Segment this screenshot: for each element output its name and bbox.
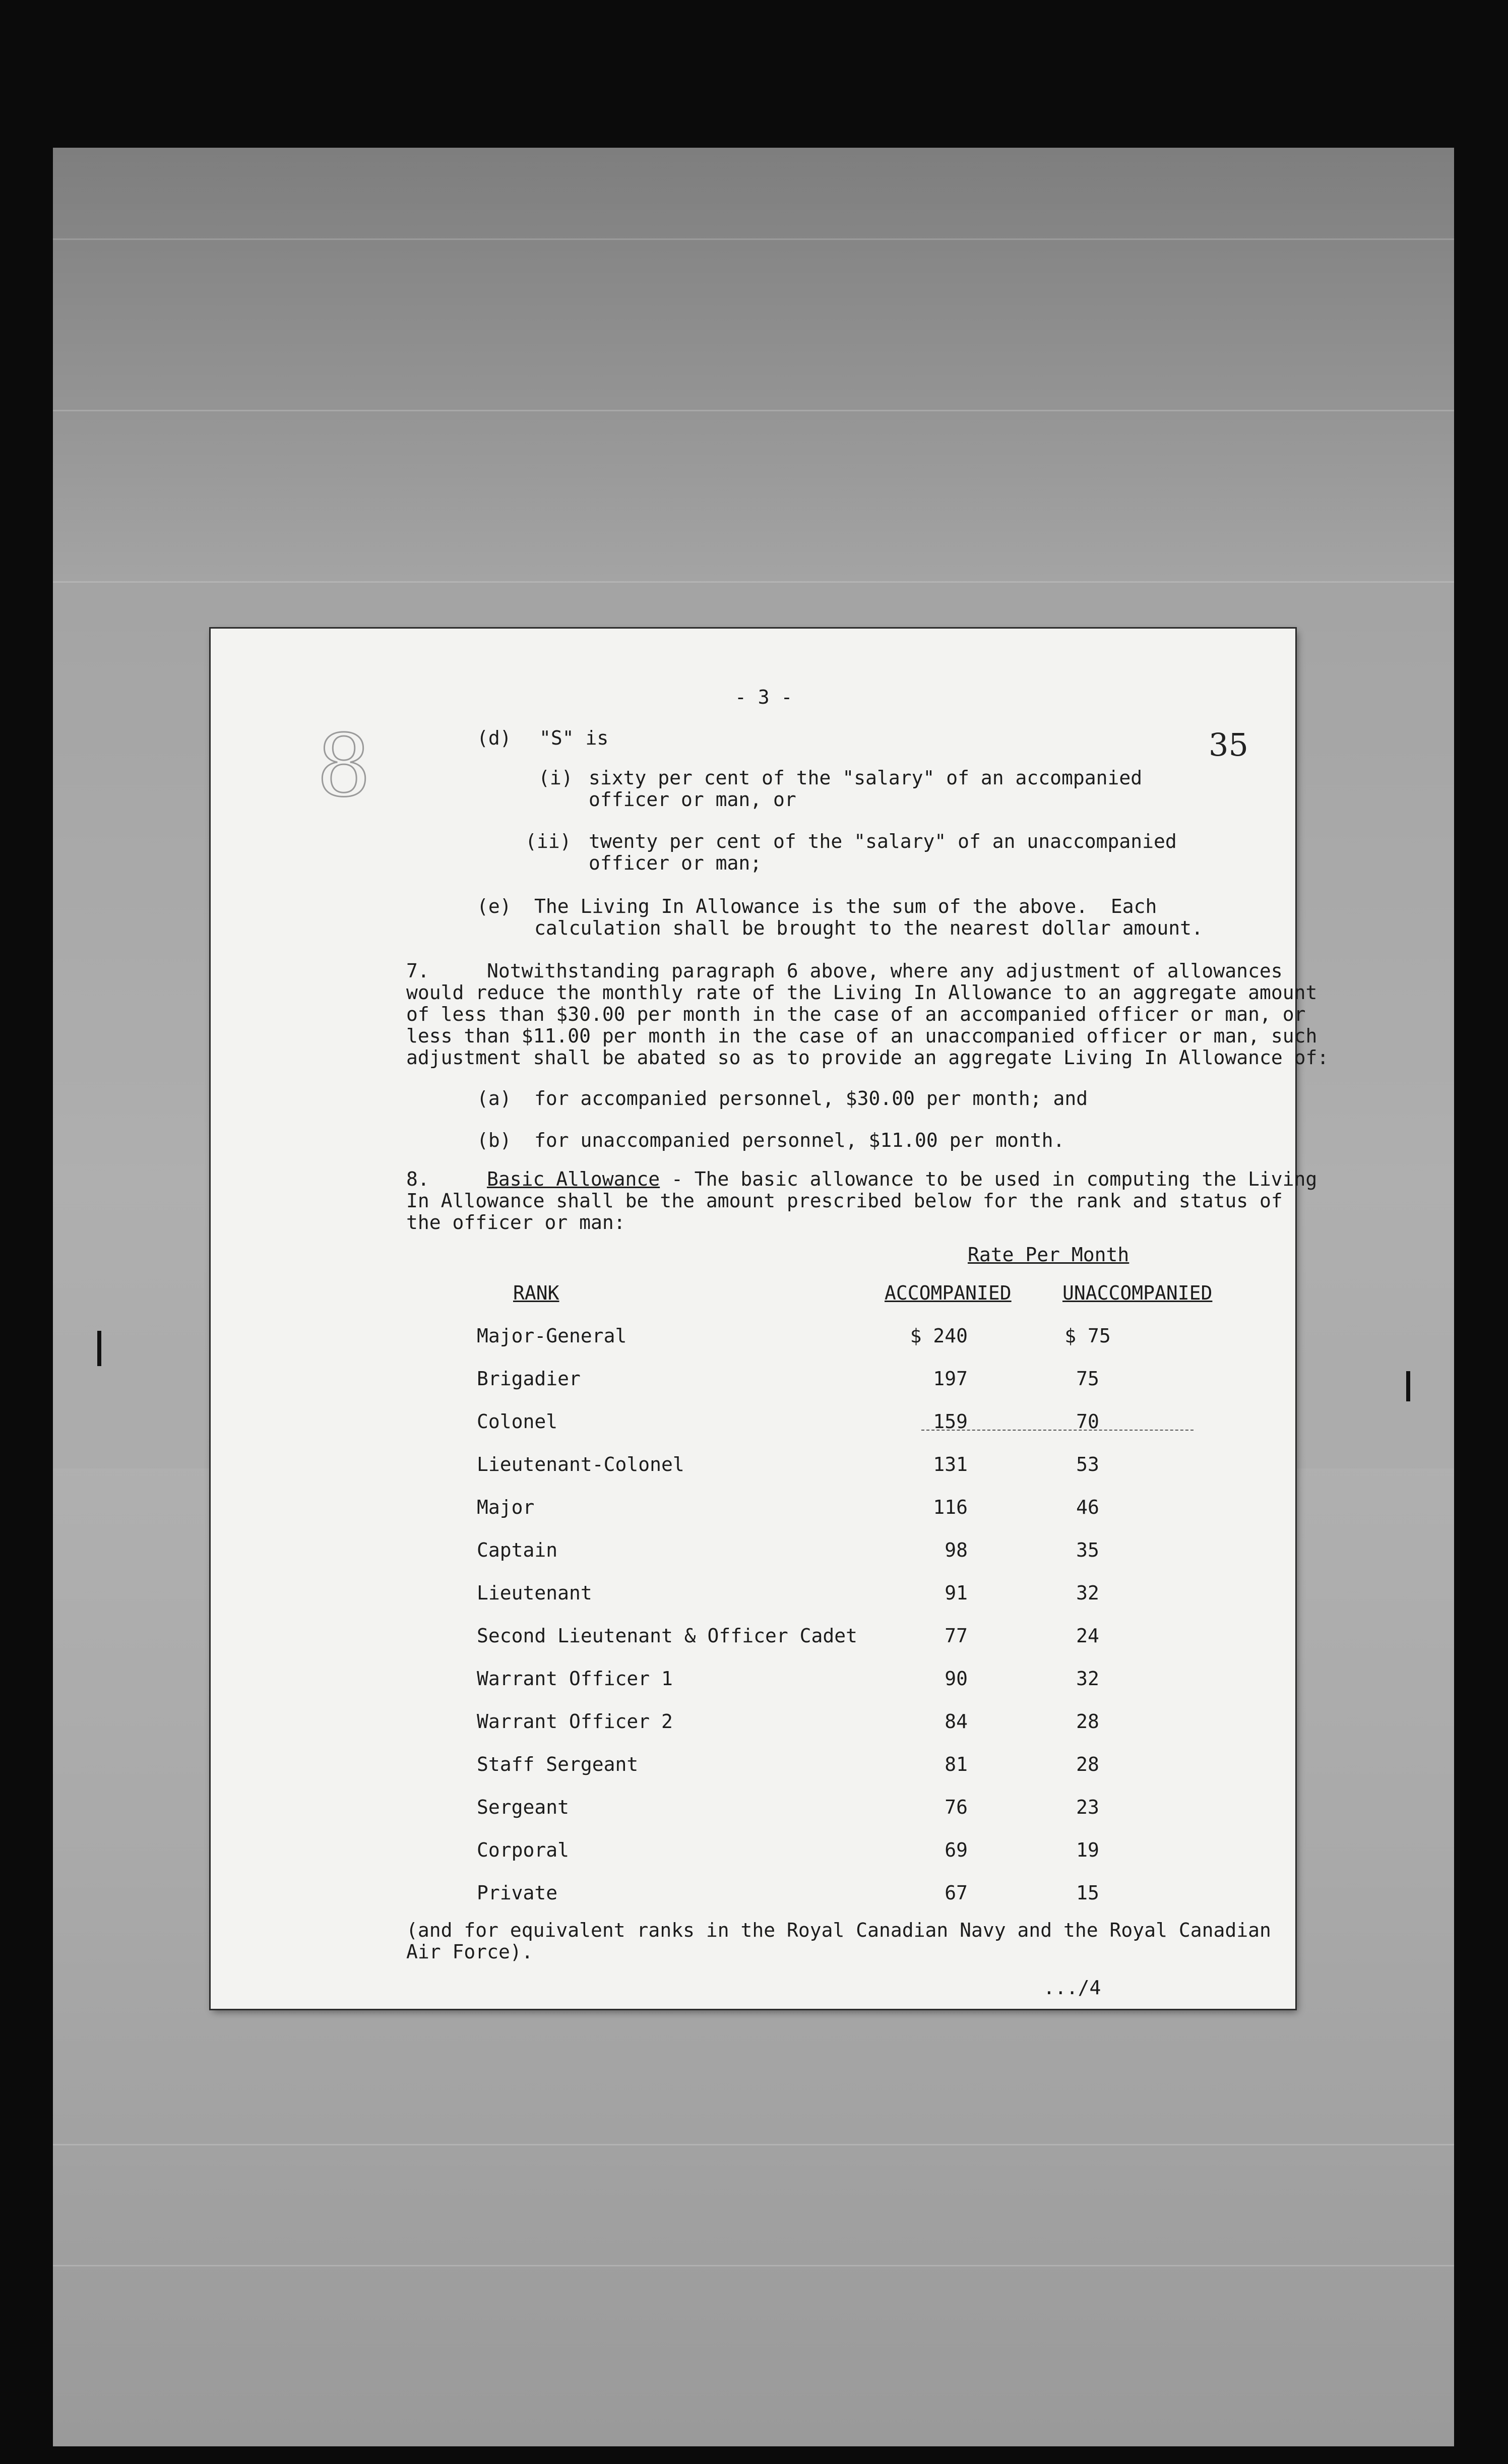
item-d-label: (d)	[477, 727, 512, 749]
scan-streak	[53, 238, 1454, 240]
table-footnote: (and for equivalent ranks in the Royal Canadian Navy and the Royal Canadian	[406, 1919, 1271, 1941]
table-row	[211, 1625, 1295, 1650]
para-8-heading: Basic Allowance	[487, 1168, 660, 1190]
page-number: - 3 -	[735, 686, 793, 708]
unaccompanied-cell: 23	[1076, 1796, 1099, 1818]
rank-cell: Private	[477, 1882, 558, 1904]
accompanied-cell: 159	[933, 1410, 968, 1433]
table-row	[211, 1325, 1295, 1350]
accompanied-cell: 81	[945, 1753, 968, 1775]
para-7-number: 7.	[406, 960, 429, 982]
unaccompanied-cell: $ 75	[1064, 1325, 1111, 1347]
accompanied-cell: 77	[945, 1625, 968, 1647]
accompanied-cell: 116	[933, 1496, 968, 1518]
para-7-line: adjustment shall be abated so as to provide an aggregate Living In Allowance of:	[406, 1046, 1329, 1069]
accompanied-cell: $ 240	[910, 1325, 968, 1347]
unaccompanied-cell: 75	[1076, 1368, 1099, 1390]
para-7-line: Notwithstanding paragraph 6 above, where any adjustment of allowances	[487, 960, 1283, 982]
accompanied-cell: 67	[945, 1882, 968, 1904]
unaccompanied-cell: 28	[1076, 1710, 1099, 1733]
table-row	[211, 1839, 1295, 1864]
unaccompanied-cell: 35	[1076, 1539, 1099, 1561]
table-row	[211, 1668, 1295, 1693]
scan-streak	[53, 2265, 1454, 2266]
unaccompanied-cell: 32	[1076, 1668, 1099, 1690]
rank-cell: Lieutenant-Colonel	[477, 1453, 684, 1475]
accompanied-cell: 131	[933, 1453, 968, 1475]
unaccompanied-cell: 46	[1076, 1496, 1099, 1518]
rank-cell: Second Lieutenant & Officer Cadet	[477, 1625, 857, 1647]
scan-streak	[53, 2144, 1454, 2145]
column-header-accompanied: ACCOMPANIED	[885, 1282, 1012, 1304]
archive-page-number: 35	[1209, 726, 1248, 763]
unaccompanied-cell: 19	[1076, 1839, 1099, 1861]
pencil-annotation: 8	[317, 716, 371, 816]
para-8-first-line-text: - The basic allowance to be used in computing the Living	[660, 1168, 1317, 1190]
rank-cell: Major-General	[477, 1325, 627, 1347]
table-row	[211, 1753, 1295, 1778]
para-8-line: the officer or man:	[406, 1211, 625, 1234]
para-8-number: 8.	[406, 1168, 429, 1190]
table-row	[211, 1368, 1295, 1393]
para-8-line: In Allowance shall be the amount prescribed below for the rank and status of	[406, 1190, 1283, 1212]
table-row	[211, 1582, 1295, 1607]
rank-cell: Major	[477, 1496, 535, 1518]
table-row	[211, 1410, 1295, 1436]
frame-shading	[53, 148, 1454, 581]
accompanied-cell: 76	[945, 1796, 968, 1818]
table-row	[211, 1453, 1295, 1479]
item-a-text: for accompanied personnel, $30.00 per month; and	[534, 1087, 1088, 1110]
scan-streak	[53, 410, 1454, 411]
rank-cell: Colonel	[477, 1410, 558, 1433]
unaccompanied-cell: 15	[1076, 1882, 1099, 1904]
table-row	[211, 1710, 1295, 1736]
item-e-label: (e)	[477, 895, 512, 917]
ruled-line	[921, 1430, 1193, 1431]
column-header-rank: RANK	[513, 1282, 559, 1304]
rank-cell: Captain	[477, 1539, 558, 1561]
table-row	[211, 1496, 1295, 1521]
rank-cell: Staff Sergeant	[477, 1753, 639, 1775]
unaccompanied-cell: 70	[1076, 1410, 1099, 1433]
accompanied-cell: 90	[945, 1668, 968, 1690]
accompanied-cell: 91	[945, 1582, 968, 1604]
item-ii-label: (ii)	[525, 830, 572, 852]
rank-cell: Sergeant	[477, 1796, 570, 1818]
item-i-label: (i)	[538, 767, 573, 789]
accompanied-cell: 197	[933, 1368, 968, 1390]
unaccompanied-cell: 53	[1076, 1453, 1099, 1475]
item-ii-line: twenty per cent of the "salary" of an unaccompanied	[589, 830, 1177, 852]
rank-cell: Corporal	[477, 1839, 570, 1861]
table-row	[211, 1796, 1295, 1821]
item-ii-line: officer or man;	[589, 852, 762, 874]
table-row	[211, 1882, 1295, 1907]
unaccompanied-cell: 24	[1076, 1625, 1099, 1647]
rank-cell: Brigadier	[477, 1368, 581, 1390]
unaccompanied-cell: 32	[1076, 1582, 1099, 1604]
unaccompanied-cell: 28	[1076, 1753, 1099, 1775]
scan-streak	[53, 581, 1454, 583]
item-i-line: officer or man, or	[589, 788, 796, 811]
document-page	[211, 629, 1329, 2009]
film-edge-mark	[1406, 1371, 1410, 1401]
para-8-first-line	[487, 1169, 1317, 1189]
table-group-header: Rate Per Month	[968, 1244, 1129, 1266]
para-7-line: would reduce the monthly rate of the Living In Allowance to an aggregate amount	[406, 981, 1317, 1004]
film-edge-mark	[97, 1331, 101, 1366]
item-e-line: The Living In Allowance is the sum of the above. Each	[534, 895, 1157, 917]
continuation-marker: .../4	[1043, 1977, 1101, 1999]
item-i-line: sixty per cent of the "salary" of an accompanied	[589, 767, 1143, 789]
rank-cell: Warrant Officer 2	[477, 1710, 673, 1733]
column-header-unaccompanied: UNACCOMPANIED	[1062, 1282, 1213, 1304]
accompanied-cell: 98	[945, 1539, 968, 1561]
table-footnote: Air Force).	[406, 1941, 533, 1963]
item-b-label: (b)	[477, 1129, 512, 1151]
para-7-line: of less than $30.00 per month in the case of an accompanied officer or man, or	[406, 1003, 1306, 1025]
accompanied-cell: 84	[945, 1710, 968, 1733]
item-d-text: "S" is	[539, 727, 609, 749]
rank-cell: Warrant Officer 1	[477, 1668, 673, 1690]
item-e-line: calculation shall be brought to the nearest dollar amount.	[534, 917, 1203, 939]
para-7-line: less than $11.00 per month in the case of an unaccompanied officer or man, such	[406, 1025, 1317, 1047]
rank-cell: Lieutenant	[477, 1582, 592, 1604]
item-b-text: for unaccompanied personnel, $11.00 per month.	[534, 1129, 1065, 1151]
accompanied-cell: 69	[945, 1839, 968, 1861]
item-a-label: (a)	[477, 1087, 512, 1110]
table-row	[211, 1539, 1295, 1564]
